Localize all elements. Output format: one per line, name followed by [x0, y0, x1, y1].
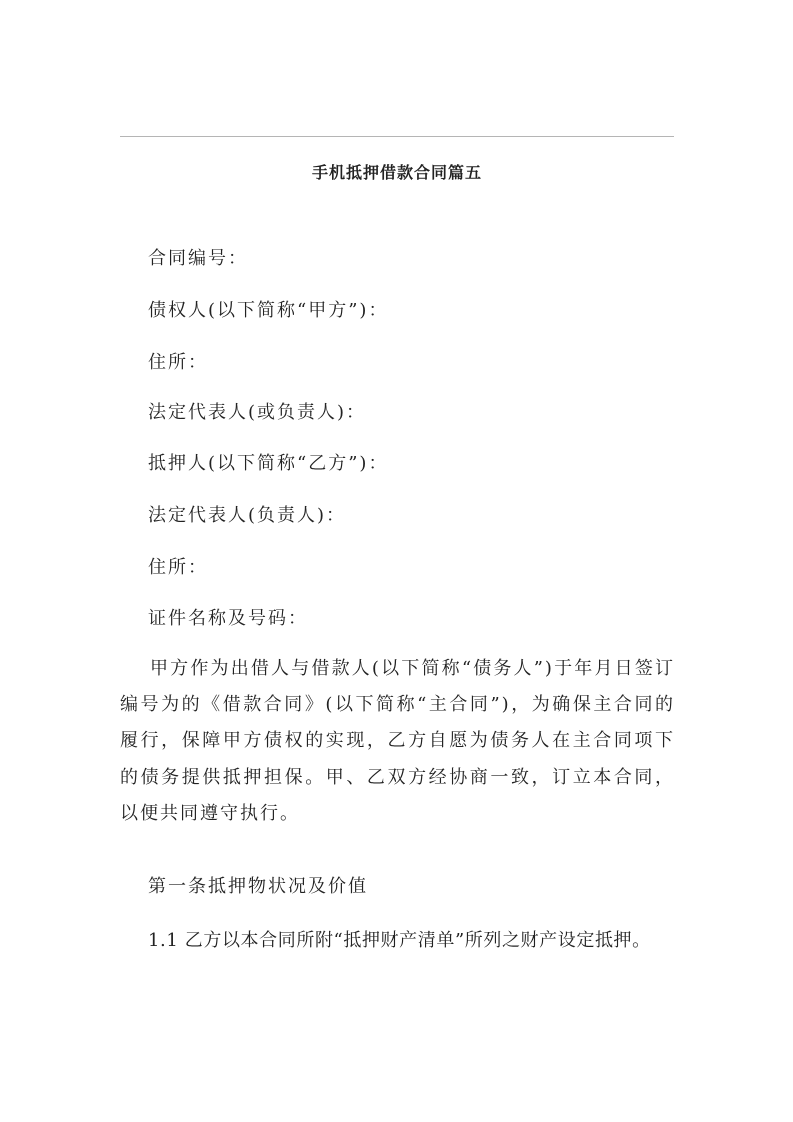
mortgagor-representative-field: 法定代表人(负责人)： [148, 505, 347, 526]
creditor-field: 债权人(以下简称“甲方”)： [148, 300, 389, 321]
header-divider [120, 136, 674, 137]
clause-1-1: 1.1 乙方以本合同所附“抵押财产清单”所列之财产设定抵押。 [148, 930, 651, 951]
preamble-paragraph: 甲方作为出借人与借款人(以下简称“债务人”)于年月日签订编号为的《借款合同》(以下简称“主合同”)，为确保主合同的履行，保障甲方债权的实现，乙方自愿为债务人在主合同项下的债务提供抵押担保。甲、乙双方经协商一致，订立本合同，以便共同遵守执行。 [120, 658, 675, 824]
mortgagor-address-field: 住所： [148, 557, 208, 578]
id-document-field: 证件名称及号码： [148, 608, 308, 629]
section-heading: 第一条抵押物状况及价值 [148, 876, 368, 897]
contract-number-field: 合同编号： [148, 248, 248, 269]
creditor-address-field: 住所： [148, 352, 208, 373]
creditor-representative-field: 法定代表人(或负责人)： [148, 402, 367, 423]
mortgagor-field: 抵押人(以下简称“乙方”)： [148, 453, 389, 474]
page-title: 手机抵押借款合同篇五 [311, 163, 482, 182]
